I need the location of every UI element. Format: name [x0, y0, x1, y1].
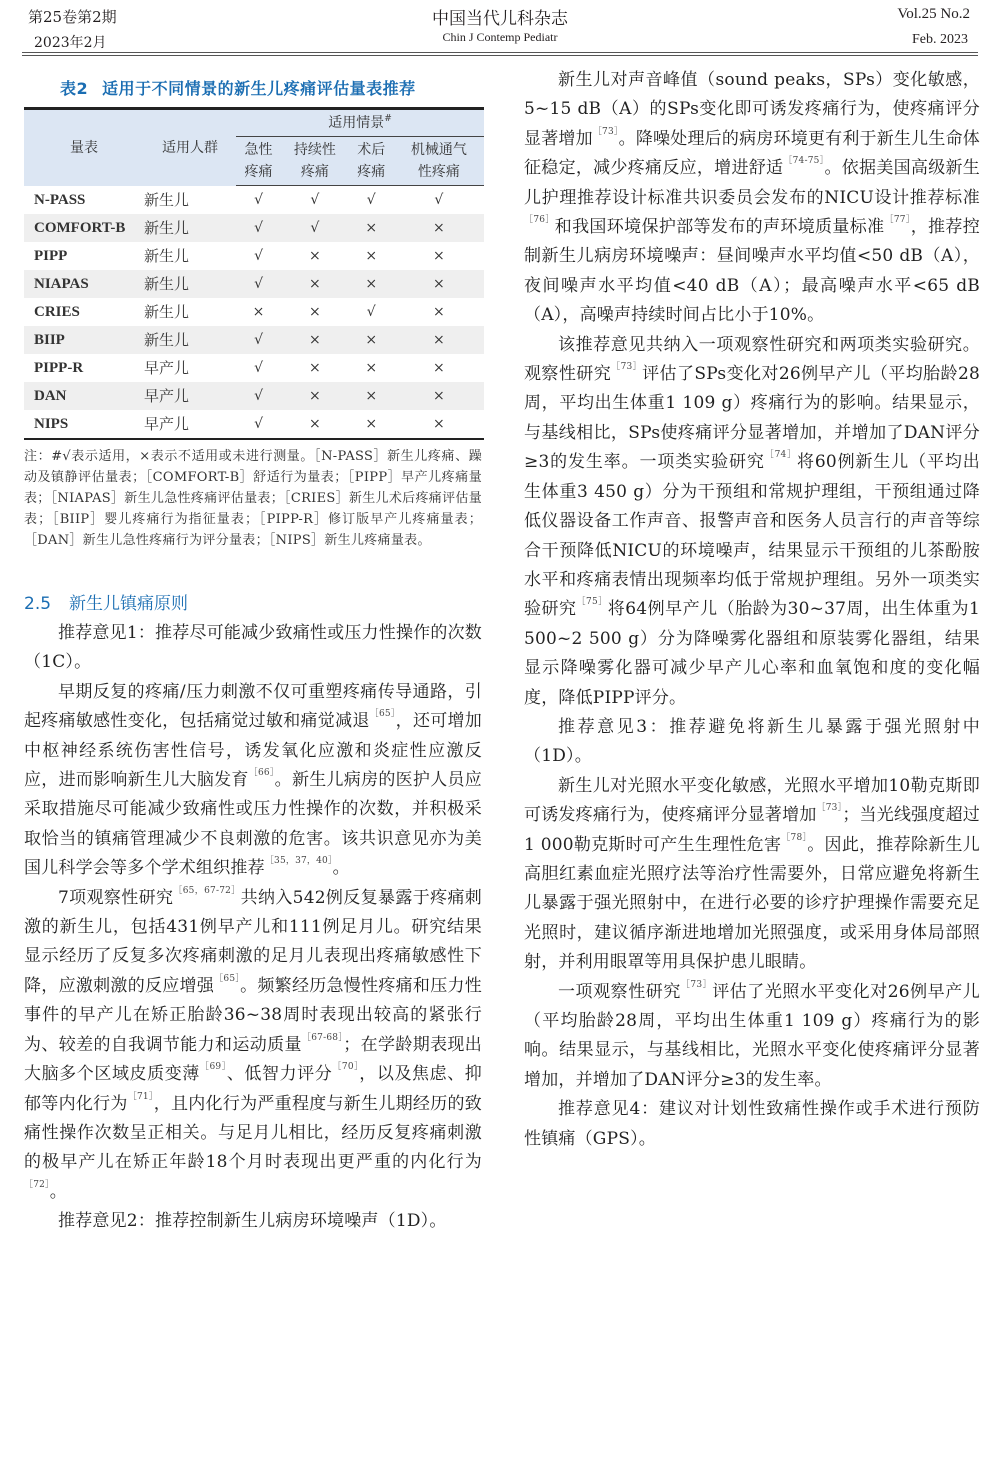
text-run: 将60例新生儿（平均出生体重3 450 g）分为干预组和常规护理组，干预组通过降低仪器设备工作声音、报警声音和医务人员言行的声音等综合干预降低NICU的环境噪声，结果显示干预组的儿茶酚胺水平和疼痛表情出现频率均低于常规护理组。另外一项类实验研究 [524, 452, 980, 620]
citation-ref: ［73］ [680, 979, 713, 990]
body-paragraph [24, 1207, 482, 1236]
ventilation-cell: × [433, 248, 445, 264]
persistent-cell: × [309, 304, 321, 320]
citation-ref: ［74］ [764, 450, 798, 461]
text-run: 。降噪处理后的病房环境更有利于新生儿生命体征稳定，减少疼痛反应，增进舒适 [524, 128, 980, 179]
volume-issue-en: Vol.25 No.2 [897, 6, 970, 22]
header-ventilation: 机械通气 性疼痛 [394, 137, 484, 186]
text-run: 。 [49, 1181, 67, 1202]
postoperative-cell: × [365, 220, 378, 236]
population-cell: 新生儿 [144, 247, 190, 265]
acute-cell: √ [236, 410, 281, 439]
table-number: 表2 [60, 79, 89, 98]
text-run: ，且内化行为严重程度与新生儿期经历的致痛性操作次数呈正相关。与足月儿相比，经历反复疼痛刺激的极早产儿在矫正年龄18个月时表现出更严重的内化行为 [24, 1093, 482, 1173]
postoperative-cell: × [365, 276, 378, 292]
body-paragraph [524, 978, 980, 1096]
ventilation-cell: √ [434, 192, 444, 208]
citation-ref: ［75］ [576, 597, 608, 608]
ventilation-cell: × [433, 304, 445, 320]
header-acute: 急性 疼痛 [236, 137, 281, 186]
citation-ref: ［77］ [884, 215, 911, 226]
section-number: 2.5 [24, 594, 52, 614]
body-paragraph [524, 1095, 980, 1154]
citation-ref: ［73］ [816, 803, 843, 814]
text-run: ，还可增加中枢神经系统伤害性信号，诱发氧化应激和炎症性应激反应，进而影响新生儿大脑发育 [24, 711, 483, 791]
citation-ref: ［65］ [214, 973, 241, 984]
body-paragraph [524, 772, 980, 978]
citation-ref: ［72］ [24, 1179, 50, 1190]
persistent-cell: √ [310, 220, 320, 236]
section-heading [24, 589, 482, 619]
header-persistent: 持续性 疼痛 [281, 137, 349, 186]
table-note: 注：#√表示适用，×表示不适用或未进行测量。［N-PASS］新生儿疼痛、躁动及镇静评估量表；［COMFORT-B］舒适行为量表；［PIPP］早产儿疼痛量表；［NIAPAS］新生儿急性疼痛评估量表；［CRIES］新生儿术后疼痛评估量表；［BIIP］婴儿疼痛行为指征量表；［PIPP-R］修订版早产儿疼痛量表；［DAN］新生儿急性疼痛行为评分量表；［NIPS］新生儿疼痛量表。 [24, 449, 482, 548]
population-cell: 早产儿 [144, 410, 236, 439]
text-run: ，以及焦虑、抑郁等内化行为 [24, 1064, 482, 1114]
text-run: 新生儿对声音峰值（sound peaks，SPs）变化敏感，5~15 dB（A）的SPs变化即可诱发疼痛行为，使疼痛评分显著增加 [524, 70, 980, 149]
persistent-cell: × [309, 388, 321, 404]
scale-cell: PIPP-R [34, 360, 84, 376]
table-row [24, 354, 484, 382]
postoperative-cell: √ [366, 304, 376, 320]
text-run: 早期反复的疼痛/压力刺激不仅可重塑疼痛传导通路，引起疼痛敏感性变化，包括痛觉过敏和痛觉减退 [24, 681, 482, 732]
header-scenario-group: 适用情景# [236, 109, 484, 137]
text-run: 。新生儿病房的医护人员应采取措施尽可能减少致痛性或压力性操作的次数，并积极采取恰当的镇痛管理减少不良刺激的危害。该共识意见亦为美国儿科学会等多个学术组织推荐 [24, 770, 482, 879]
left-body-text [24, 619, 482, 1237]
ventilation-cell: × [433, 332, 445, 348]
header-population: 适用人群 [144, 109, 236, 186]
scale-cell: COMFORT-B [34, 220, 126, 236]
citation-ref: ［35，37，40］ [264, 856, 333, 867]
text-run: 推荐意见3：推荐避免将新生儿暴露于强光照射中（1D）。 [524, 716, 980, 767]
left-column [24, 66, 482, 1237]
text-run: 。频繁经历急慢性疼痛和压力性事件的早产儿在矫正胎龄36~38周时表现出较高的紧张行为、较差的自我调节能力和运动质量 [24, 975, 482, 1055]
page-header [0, 0, 1000, 60]
text-run: 一项观察性研究 [558, 981, 681, 1002]
header-postoperative: 术后 疼痛 [349, 137, 394, 186]
citation-ref: ［74-75］ [783, 156, 825, 167]
table-row [24, 186, 484, 215]
ventilation-cell: × [433, 276, 445, 292]
section-title: 新生儿镇痛原则 [69, 594, 189, 614]
persistent-cell: × [281, 410, 349, 439]
text-run: ；当光线强度超过1 000勒克斯时可产生生理性危害 [524, 805, 980, 855]
population-cell: 新生儿 [144, 190, 190, 209]
postoperative-cell: × [349, 410, 394, 439]
scale-cell: NIAPAS [34, 276, 89, 292]
acute-cell: √ [254, 360, 263, 376]
citation-ref: ［67-68］ [301, 1032, 344, 1043]
persistent-cell: × [309, 360, 321, 376]
table-caption [60, 76, 482, 99]
body-paragraph [24, 678, 482, 884]
scale-cell: N-PASS [34, 191, 86, 208]
text-run: 。依据美国高级新生儿护理推荐设计标准共识委员会发布的NICU设计推荐标准 [524, 158, 980, 208]
citation-ref: ［78］ [781, 832, 808, 843]
persistent-cell: × [309, 332, 321, 348]
population-cell: 早产儿 [144, 387, 190, 405]
journal-title-cn: 中国当代儿科杂志 [432, 9, 568, 29]
postoperative-cell: × [365, 388, 378, 404]
body-paragraph [24, 884, 482, 1207]
table-row [24, 326, 484, 354]
text-run: 和我国环境保护部等发布的声环境质量标准 [554, 217, 885, 238]
header-scale: 量表 [24, 109, 144, 186]
text-run: 共纳入542例反复暴露于疼痛刺激的新生儿，包括431例早产儿和111例足月儿。研究结果显示经历了反复多次疼痛刺激的足月儿表现出疼痛敏感性下降，应激刺激的反应增强 [24, 887, 483, 996]
text-run: 。因此，推荐除新生儿高胆红素血症光照疗法等治疗性需要外，日常应避免将新生儿暴露于强光照射中，在进行必要的诊疗护理操作需要充足光照时，建议循序渐进地增加光照强度，或采用身体局部照射，并利用眼罩等用具保护患儿眼睛。 [524, 834, 980, 973]
acute-cell: √ [254, 332, 263, 348]
persistent-cell: × [309, 276, 321, 292]
population-cell: 早产儿 [144, 359, 190, 377]
postoperative-cell: × [365, 332, 378, 348]
body-paragraph [524, 713, 980, 772]
table-row [24, 382, 484, 410]
acute-cell: × [252, 304, 265, 320]
table-row [24, 214, 484, 242]
population-cell: 新生儿 [144, 331, 190, 349]
citation-ref: ［66］ [248, 768, 275, 779]
citation-ref: ［65］ [369, 709, 396, 720]
text-run: 该推荐意见共纳入一项观察性研究和两项类实验研究。观察性研究 [524, 334, 980, 385]
acute-cell: √ [254, 388, 263, 404]
right-body-text [524, 66, 980, 1154]
text-run: ；在学龄期表现出大脑多个区域皮质变薄 [24, 1034, 482, 1085]
ventilation-cell: × [433, 220, 445, 236]
text-run: 评估了SPs变化对26例早产儿（平均胎龄28周，平均出生体重1 109 g）疼痛行为的影响。结果显示，与基线相比，SPs使疼痛评分显著增加，并增加了DAN评分≥3的发生率。一项类实验研究 [524, 364, 981, 473]
citation-ref: ［71］ [127, 1091, 154, 1102]
text-run: 推荐意见4：建议对计划性致痛性操作或手术进行预防性镇痛（GPS）。 [524, 1099, 980, 1149]
ventilation-cell: × [433, 388, 445, 404]
text-run: 推荐意见2：推荐控制新生儿病房环境噪声（1D）。 [58, 1211, 447, 1232]
body-paragraph [524, 66, 980, 331]
citation-ref: ［76］ [524, 215, 555, 226]
text-run: 7项观察性研究 [58, 887, 174, 908]
text-run: 评估了光照水平变化对26例早产儿（平均胎龄28周，平均出生体重1 109 g）疼痛行为的影响。结果显示，与基线相比，光照水平变化使疼痛评分显著增加，并增加了DAN评分≥3的发生率。 [524, 981, 980, 1090]
header-divider [22, 52, 978, 56]
population-cell: 新生儿 [144, 275, 190, 293]
date-cn: 2023年2月 [34, 35, 107, 51]
volume-issue-cn: 第25卷第2期 [28, 8, 117, 26]
citation-ref: ［70］ [332, 1062, 360, 1073]
citation-ref: ［65，67-72］ [173, 885, 241, 896]
acute-cell: √ [254, 220, 263, 236]
table-title: 适用于不同情景的新生儿疼痛评估量表推荐 [102, 79, 416, 98]
postoperative-cell: × [365, 360, 378, 376]
text-run: 。 [332, 858, 350, 879]
body-paragraph [24, 619, 482, 678]
scale-cell: NIPS [24, 410, 144, 439]
table-row [24, 270, 484, 298]
ventilation-cell: × [433, 360, 445, 376]
postoperative-cell: √ [366, 192, 376, 208]
citation-ref: ［73］ [592, 126, 619, 137]
date-en: Feb. 2023 [912, 32, 968, 47]
persistent-cell: × [309, 248, 321, 264]
pain-scale-table [24, 107, 484, 440]
population-cell: 新生儿 [144, 303, 190, 321]
text-run: 推荐意见1：推荐尽可能减少致痛性或压力性操作的次数（1C）。 [24, 623, 482, 673]
scale-cell: BIIP [34, 332, 65, 348]
body-paragraph [524, 331, 980, 713]
scale-cell: PIPP [34, 248, 68, 264]
ventilation-cell: × [394, 410, 484, 439]
scale-cell: DAN [34, 388, 67, 404]
table-row [24, 242, 484, 270]
right-column [524, 66, 980, 1154]
acute-cell: √ [254, 276, 263, 292]
text-run: 新生儿对光照水平变化敏感，光照水平增加10勒克斯即可诱发疼痛行为，使疼痛评分显著增加 [524, 775, 980, 826]
journal-title-en: Chin J Contemp Pediatr [442, 30, 558, 44]
text-run: 、低智力评分 [226, 1064, 333, 1085]
population-cell: 新生儿 [144, 219, 190, 237]
acute-cell: √ [254, 248, 263, 264]
table-row [24, 410, 484, 439]
citation-ref: ［69］ [199, 1062, 227, 1073]
scale-cell: CRIES [34, 304, 80, 320]
table-row [24, 298, 484, 326]
text-run: 将64例早产儿（胎龄为30~37周，出生体重为1 500~2 500 g）分为降噪雾化器组和原装雾化器组，结果显示降噪雾化器可减少早产儿心率和血氧饱和度的变化幅度，降低PIPP评分。 [524, 599, 980, 708]
postoperative-cell: × [365, 248, 378, 264]
acute-cell: √ [254, 192, 263, 208]
citation-ref: ［73］ [611, 362, 643, 373]
text-run: ，推荐控制新生儿病房环境噪声：昼间噪声水平均值<50 dB（A），夜间噪声水平均值<40 dB（A）；最高噪声水平<65 dB（A），高噪声持续时间占比小于10%。 [524, 217, 980, 326]
persistent-cell: √ [310, 192, 320, 208]
